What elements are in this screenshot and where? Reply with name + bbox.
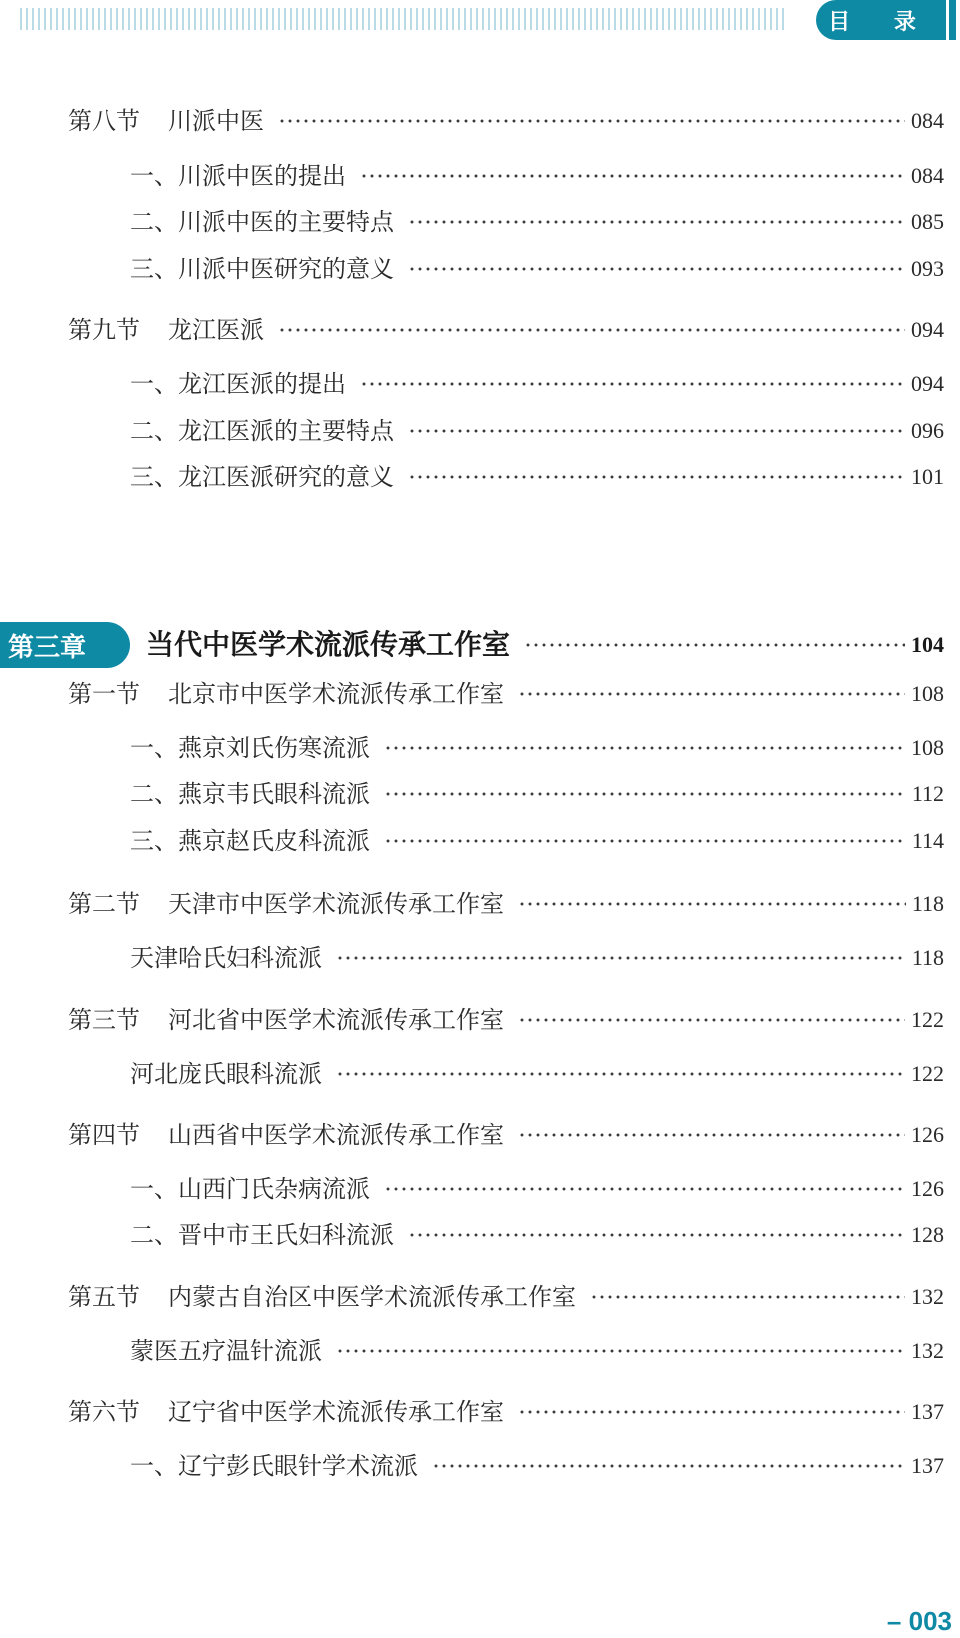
toc-section-entry[interactable] <box>68 106 944 136</box>
toc-item-entry[interactable] <box>130 826 944 856</box>
entry-title: 天津哈氏妇科流派 <box>130 944 322 972</box>
entry-page-number: 118 <box>911 891 944 916</box>
toc-item-entry[interactable] <box>130 943 944 973</box>
entry-title: 一、山西门氏杂病流派 <box>130 1175 370 1203</box>
page-number: – 003 <box>886 1606 952 1636</box>
entry-title: 一、燕京刘氏伤寒流派 <box>130 734 370 762</box>
header-title: 目 录 <box>816 0 946 40</box>
entry-page-number: 094 <box>911 371 944 396</box>
entry-title: 三、龙江医派研究的意义 <box>130 463 394 491</box>
dot-leader <box>278 328 905 332</box>
entry-title: 二、川派中医的主要特点 <box>130 208 394 236</box>
dot-leader <box>278 119 905 123</box>
dot-leader <box>518 1410 905 1414</box>
dot-leader <box>336 956 906 960</box>
entry-page-number: 137 <box>911 1399 944 1424</box>
toc-item-entry[interactable] <box>130 369 944 399</box>
entry-page-number: 101 <box>911 464 944 489</box>
section-number: 第一节 <box>68 680 140 708</box>
section-number: 第四节 <box>68 1121 140 1149</box>
section-number: 第九节 <box>68 316 140 344</box>
toc-item-entry[interactable] <box>130 416 944 446</box>
entry-title: 天津市中医学术流派传承工作室 <box>168 890 504 918</box>
entry-title: 河北省中医学术流派传承工作室 <box>168 1006 504 1034</box>
entry-page-number: 128 <box>911 1222 944 1247</box>
dot-leader <box>336 1349 905 1353</box>
dot-leader <box>384 746 905 750</box>
entry-page-number: 126 <box>911 1122 944 1147</box>
section-number: 第六节 <box>68 1398 140 1426</box>
entry-title: 龙江医派 <box>168 316 264 344</box>
entry-title: 川派中医 <box>168 107 264 135</box>
entry-page-number: 084 <box>911 108 944 133</box>
toc-section-entry[interactable] <box>68 315 944 345</box>
entry-page-number: 132 <box>911 1284 944 1309</box>
entry-title: 一、川派中医的提出 <box>130 162 346 190</box>
dot-leader <box>384 792 906 796</box>
dot-leader <box>360 382 905 386</box>
dot-leader <box>336 1072 905 1076</box>
dot-leader <box>518 1133 905 1137</box>
entry-title: 辽宁省中医学术流派传承工作室 <box>168 1398 504 1426</box>
entry-title: 二、龙江医派的主要特点 <box>130 417 394 445</box>
toc-item-entry[interactable] <box>130 733 944 763</box>
entry-page-number: 084 <box>911 163 944 188</box>
entry-title: 北京市中医学术流派传承工作室 <box>168 680 504 708</box>
toc-section-entry[interactable] <box>68 679 944 709</box>
dot-leader <box>432 1464 905 1468</box>
dot-leader <box>518 1018 905 1022</box>
section-number: 第八节 <box>68 107 140 135</box>
entry-title: 三、川派中医研究的意义 <box>130 255 394 283</box>
entry-title: 一、龙江医派的提出 <box>130 370 346 398</box>
dot-leader <box>408 475 905 479</box>
entry-title: 二、晋中市王氏妇科流派 <box>130 1221 394 1249</box>
dot-leader <box>384 1187 905 1191</box>
entry-page-number: 093 <box>911 256 944 281</box>
toc-item-entry[interactable] <box>130 161 944 191</box>
toc-item-entry[interactable] <box>130 462 944 492</box>
entry-page-number: 094 <box>911 317 944 342</box>
toc-section-entry[interactable] <box>68 1005 944 1035</box>
chapter-badge: 第三章 <box>0 622 130 668</box>
toc-item-entry[interactable] <box>130 1059 944 1089</box>
entry-page-number: 112 <box>911 781 944 806</box>
entry-title: 二、燕京韦氏眼科流派 <box>130 780 370 808</box>
entry-title: 山西省中医学术流派传承工作室 <box>168 1121 504 1149</box>
entry-page-number: 137 <box>911 1453 944 1478</box>
toc-section-entry[interactable] <box>68 1120 944 1150</box>
toc-item-entry[interactable] <box>130 1336 944 1366</box>
dot-leader <box>408 267 905 271</box>
entry-title: 三、燕京赵氏皮科流派 <box>130 827 370 855</box>
section-number: 第二节 <box>68 890 140 918</box>
dot-leader <box>590 1295 905 1299</box>
section-number: 第三节 <box>68 1006 140 1034</box>
section-number: 第五节 <box>68 1283 140 1311</box>
entry-title: 一、辽宁彭氏眼针学术流派 <box>130 1452 418 1480</box>
entry-page-number: 132 <box>911 1338 944 1363</box>
toc-item-entry[interactable] <box>130 207 944 237</box>
dot-leader <box>518 692 905 696</box>
entry-title: 河北庞氏眼科流派 <box>130 1060 322 1088</box>
entry-page-number: 118 <box>911 945 944 970</box>
dot-leader <box>408 429 905 433</box>
entry-title: 内蒙古自治区中医学术流派传承工作室 <box>168 1283 576 1311</box>
toc-item-entry[interactable] <box>130 779 944 809</box>
entry-page-number: 085 <box>911 209 944 234</box>
toc-item-entry[interactable] <box>130 1451 944 1481</box>
entry-page-number: 096 <box>911 418 944 443</box>
entry-page-number: 122 <box>911 1007 944 1032</box>
toc-item-entry[interactable] <box>130 1174 944 1204</box>
chapter-title: 当代中医学术流派传承工作室 <box>146 628 511 661</box>
entry-title: 蒙医五疗温针流派 <box>130 1337 322 1365</box>
toc-section-entry[interactable] <box>68 1282 944 1312</box>
dot-leader <box>360 174 905 178</box>
dot-leader <box>524 643 905 647</box>
dot-leader <box>408 1233 905 1237</box>
toc-section-entry[interactable] <box>68 1397 944 1427</box>
dot-leader <box>518 902 906 906</box>
toc-item-entry[interactable] <box>130 254 944 284</box>
toc-section-entry[interactable] <box>68 889 944 919</box>
entry-page-number: 126 <box>911 1176 944 1201</box>
chapter-page: 104 <box>911 632 944 657</box>
dot-leader <box>384 839 906 843</box>
chapter-entry[interactable] <box>146 630 944 660</box>
entry-page-number: 108 <box>911 681 944 706</box>
entry-page-number: 122 <box>911 1061 944 1086</box>
entry-page-number: 108 <box>911 735 944 760</box>
dot-leader <box>408 220 905 224</box>
entry-page-number: 114 <box>911 828 944 853</box>
toc-item-entry[interactable] <box>130 1220 944 1250</box>
